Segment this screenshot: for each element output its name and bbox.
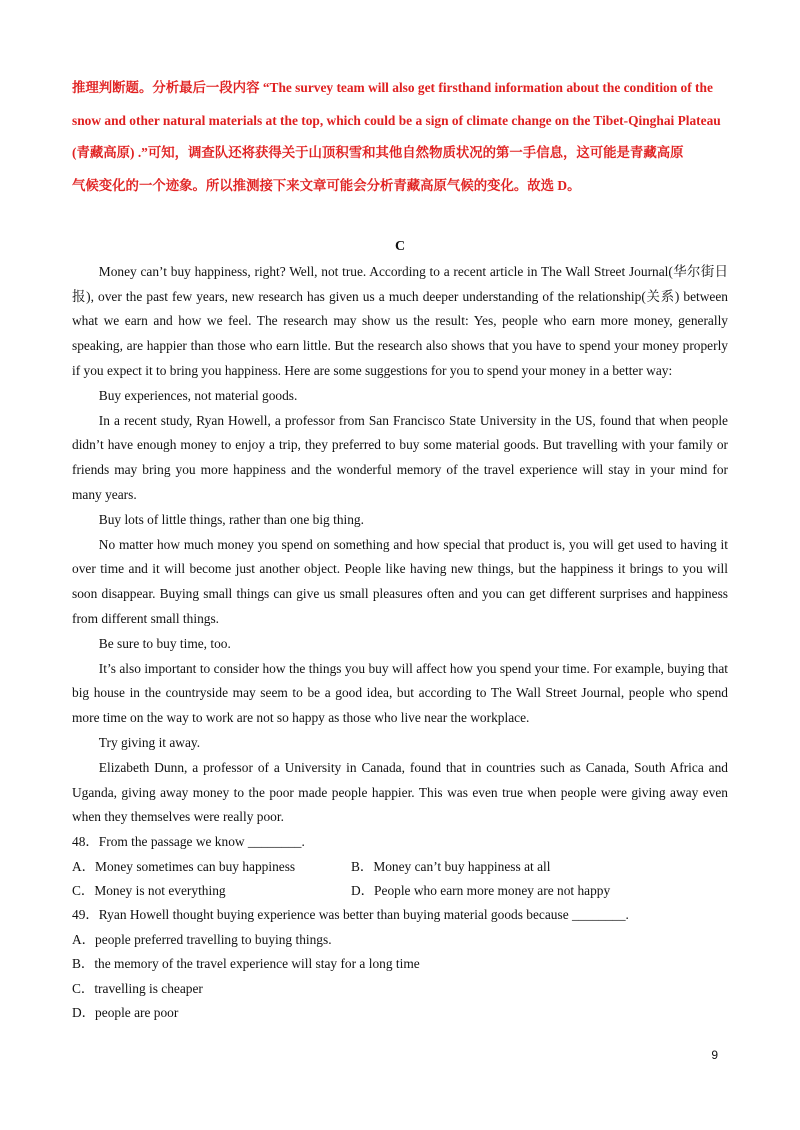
paragraph-heading: Be sure to buy time, too.	[98, 635, 231, 651]
option-c: C．travelling is cheaper	[72, 980, 203, 996]
explanation-line: snow and other natural materials at the top, which could be a sign of climate change on the Tibet-Qinghai Plateau	[72, 112, 721, 128]
option-b: B．the memory of the travel experience will stay for a long time	[72, 956, 420, 972]
answer-explanation	[72, 72, 728, 202]
explanation-line: 气候变化的一个迹象。所以推测接下来文章可能会分析青藏高原气候的变化。故选 D。	[72, 177, 581, 193]
page-number: 9	[711, 1048, 718, 1062]
explanation-line: (青藏高原) .”可知，调查队还将获得关于山顶积雪和其他自然物质状况的第一手信息，这可能是青藏高原	[72, 145, 684, 160]
paragraph-heading: Buy experiences, not material goods.	[98, 387, 298, 403]
paragraph: Elizabeth Dunn, a professor of a University in Canada, found that in countries such as Canada, South Africa and Uganda, giving away money to the poor made people happier. This was even true when people were giving away even when they themselves were really poor.	[72, 759, 728, 825]
paragraph-heading: Buy lots of little things, rather than one big thing.	[98, 511, 364, 527]
option-a: A．Money sometimes can buy happiness	[72, 858, 296, 874]
question-48	[72, 830, 728, 903]
paragraph-heading: Try giving it away.	[98, 734, 201, 750]
section-title: C	[394, 239, 406, 254]
explanation-line: 推理判断题。分析最后一段内容 “The survey team will also get firsthand information about the condition of the	[72, 80, 713, 95]
passage	[72, 260, 728, 830]
paragraph: Money can’t buy happiness, right? Well, not true. According to a recent article in The Wall Street Journal(华尔街日报), over the past few years, new research has given us a much deeper understanding of the relationship(关系) between what we earn and how we feel. The research may show us the result: Yes, people who earn more money, generally speaking, are happier than those who earn little. But the research also shows that you have to spend your money properly if you expect it to bring you happiness. Here are some suggestions for you to spend your money in a better way:	[72, 263, 728, 378]
question-stem: 49．Ryan Howell thought buying experience was better than buying material goods because ________.	[72, 907, 629, 923]
option-d: D．People who earn more money are not happy	[351, 882, 611, 898]
question-49	[72, 903, 728, 1025]
option-c: C．Money is not everything	[72, 882, 226, 898]
paragraph: It’s also important to consider how the things you buy will affect how you spend your time. For example, buying that big house in the countryside may seem to be a good idea, but according to The Wall Street Journal, people who spend more time on the way to work are not so happy as those who live near the workplace.	[72, 660, 728, 726]
options-row	[72, 879, 728, 903]
option-b: B．Money can’t buy happiness at all	[351, 858, 551, 874]
paragraph: No matter how much money you spend on something and how special that product is, you will get used to having it over time and it will become just another object. People like having new things, but the happiness it brings to you will soon disappear. Buying small things can give us small pleasures often and you can get different surprises and happiness from different small things.	[72, 536, 728, 626]
options-row	[72, 855, 728, 879]
option-d: D．people are poor	[72, 1004, 179, 1020]
paragraph: In a recent study, Ryan Howell, a professor from San Francisco State University in the US, found that when people didn’t have enough money to enjoy a trip, they preferred to buy some material goods. But travelling with your family or friends may bring you more happiness and the wonderful memory of the travel experience will stay in your mind for many years.	[72, 412, 728, 502]
question-stem: 48．From the passage we know ________.	[72, 834, 305, 850]
document-page	[72, 72, 728, 1025]
option-a: A．people preferred travelling to buying things.	[72, 931, 332, 947]
